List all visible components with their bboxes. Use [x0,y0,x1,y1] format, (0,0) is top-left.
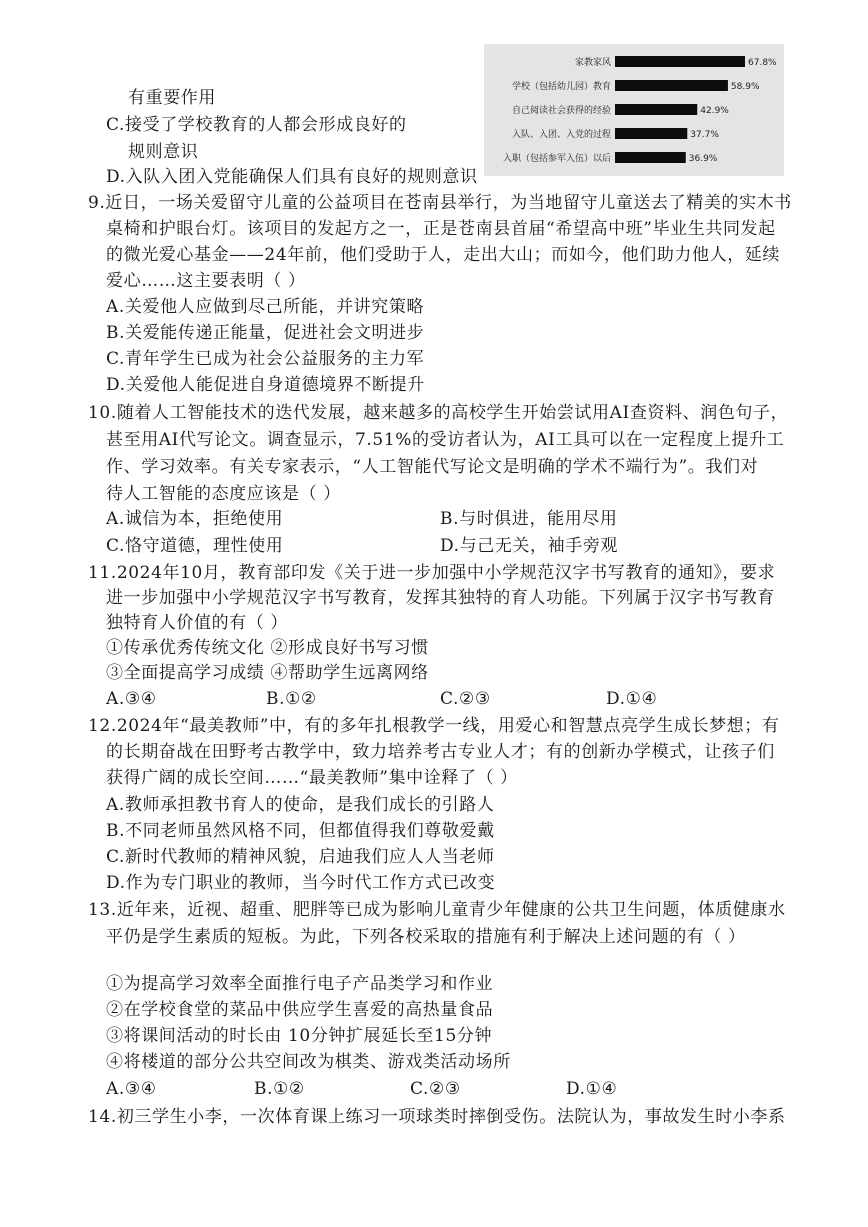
q12-stem-1: 12.2024年“最美教师”中，有的多年扎根教学一线，用爱心和智慧点亮学生成长梦想；有 [88,716,780,736]
q9-stem-1: 9.近日，一场关爱留守儿童的公益项目在苍南县举行，为当地留守儿童送去了精美的实木书 [88,193,792,213]
q13-option-c: C.②③ [410,1079,461,1099]
q10-option-a: A.诚信为本，拒绝使用 [106,509,284,529]
bar-value-label: 67.8% [748,58,777,68]
bar-chart-svg [484,44,784,176]
q10-option-d: D.与己无关，袖手旁观 [440,536,619,556]
bar-value-label: 36.9% [688,154,718,164]
bar-value-label: 37.7% [690,130,719,140]
q10-stem-2: 甚至用AI代写论文。调查显示，7.51%的受访者认为，AI工具可以在一定程度上提升工 [106,430,785,450]
q13-option-a: A.③④ [106,1079,157,1099]
bar-value-label: 42.9% [700,106,729,116]
q9-option-d: D.关爱他人能促进自身道德境界不断提升 [106,375,425,395]
bar-category-label: 家教家风 [574,58,611,68]
q11-option-c: C.②③ [440,689,491,709]
q11-option-a: A.③④ [106,689,157,709]
q12-option-b: B.不同老师虽然风格不同，但都值得我们尊敬爱戴 [106,821,495,841]
q8-option-d: D.入队入团入党能确保人们具有良好的规则意识 [106,167,478,187]
bar [615,128,687,139]
q10-stem-4: 待人工智能的态度应该是（ ） [106,484,341,504]
bar-category-label: 学校（包括幼儿园）教育 [511,82,611,92]
q13-statement-3: ③将课间活动的时长由 10分钟扩展延长至15分钟 [106,1026,493,1046]
bar-category-label: 入职（包括参军入伍）以后 [502,154,611,164]
q12-stem-3: 获得广阔的成长空间……“最美教师”集中诠释了（ ） [106,768,518,788]
q12-option-c: C.新时代教师的精神风貌，启迪我们应人人当老师 [106,847,495,867]
q10-stem-3: 作、学习效率。有关专家表示，“人工智能代写论文是明确的学术不端行为”。我们对 [106,457,759,477]
q12-stem-2: 的长期奋战在田野考古教学中，致力培养考古专业人才；有的创新办学模式，让孩子们 [106,742,775,762]
q11-stem-3: 独特育人价值的有（ ） [106,613,289,633]
q11-stem-2: 进一步加强中小学规范汉字书写教育，发挥其独特的育人功能。下列属于汉字书写教育 [106,588,775,608]
bar [615,152,686,163]
survey-bar-chart [484,44,784,176]
bar [615,104,697,115]
q8-option-c: C.接受了学校教育的人都会形成良好的 [106,115,407,135]
q10-option-c: C.恪守道德，理性使用 [106,536,284,556]
q13-statement-1: ①为提高学习效率全面推行电子产品类学习和作业 [106,974,494,994]
q10-stem-1: 10.随着人工智能技术的迭代发展，越来越多的高校学生开始尝试用AI查资料、润色句子， [88,403,789,423]
q9-option-c: C.青年学生已成为社会公益服务的主力军 [106,349,425,369]
q10-option-b: B.与时俱进，能用尽用 [440,509,618,529]
q12-option-d: D.作为专门职业的教师，当今时代工作方式已改变 [106,873,496,893]
q13-stem-2: 平仍是学生素质的短板。为此，下列各校采取的措施有利于解决上述问题的有（ ） [106,927,746,947]
q11-statements-1: ①传承优秀传统文化 ②形成良好书写习惯 [106,638,429,658]
q8-option-b-cont: 有重要作用 [128,88,216,108]
q9-option-b: B.关爱能传递正能量，促进社会文明进步 [106,323,425,343]
q11-stem-1: 11.2024年10月，教育部印发《关于进一步加强中小学规范汉字书写教育的通知》，要求 [88,563,776,583]
q14-stem-1: 14.初三学生小李，一次体育课上练习一项球类时摔倒受伤。法院认为，事故发生时小李系 [88,1107,786,1127]
bar-category-label: 自己阅读社会获得的经验 [511,106,611,116]
q13-option-d: D.①④ [566,1079,618,1099]
q9-stem-4: 爱心……这主要表明（ ） [106,271,306,291]
bar-category-label: 入队、入团、入党的过程 [511,130,611,140]
q8-option-c-cont: 规则意识 [128,142,199,162]
q13-statement-4: ④将楼道的部分公共空间改为棋类、游戏类活动场所 [106,1052,511,1072]
bar [615,56,745,67]
q9-stem-3: 的微光爱心基金——24年前，他们受助于人，走出大山；而如今，他们助力他人，延续 [106,245,781,265]
q11-statements-2: ③全面提高学习成绩 ④帮助学生远离网络 [106,663,429,683]
q11-option-d: D.①④ [606,689,658,709]
bar [615,80,728,91]
q9-stem-2: 桌椅和护眼台灯。该项目的发起方之一，正是苍南县首届“希望高中班”毕业生共同发起 [106,219,776,239]
bar-value-label: 58.9% [730,82,760,92]
q13-statement-2: ②在学校食堂的菜品中供应学生喜爱的高热量食品 [106,1000,494,1020]
q13-option-b: B.①② [254,1079,305,1099]
q11-option-b: B.①② [266,689,317,709]
q13-stem-1: 13.近年来，近视、超重、肥胖等已成为影响儿童青少年健康的公共卫生问题，体质健康水 [88,900,786,920]
q12-option-a: A.教师承担教书育人的使命，是我们成长的引路人 [106,795,495,815]
q9-option-a: A.关爱他人应做到尽己所能，并讲究策略 [106,297,425,317]
